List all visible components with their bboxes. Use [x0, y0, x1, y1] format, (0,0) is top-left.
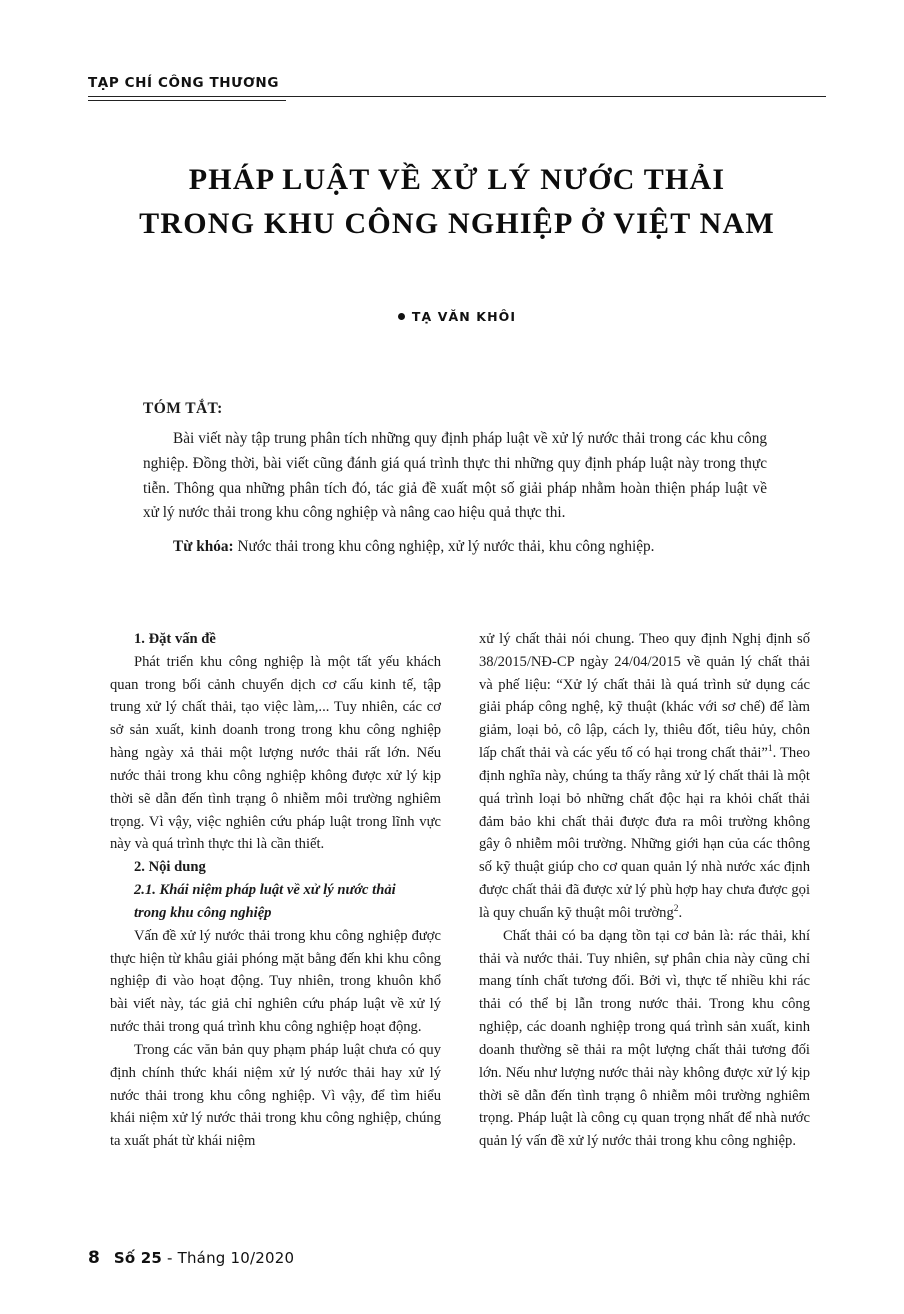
issue-number: Số 25 — [113, 1249, 163, 1267]
page-number: 8 — [88, 1248, 100, 1268]
abstract-label: TÓM TẮT: — [143, 400, 223, 417]
page-footer — [88, 1248, 826, 1268]
header-rule-accent — [88, 100, 286, 101]
author-name-wrapper — [398, 309, 516, 324]
keywords-text: Nước thải trong khu công nghiệp, xử lý nước thải, khu công nghiệp. — [237, 538, 655, 556]
paragraph: Phát triển khu công nghiệp là một tất yếu khách quan trong bối cảnh chuyển dịch cơ cấu kinh tế, tập trung xử lý chất thải, tạo việc làm,... Tuy nhiên, các cơ sở sản xuất, kinh doanh trong trong khu công nghiệp hàng ngày xả thải một lượng nước thải rất lớn. Nếu nước thải trong khu công nghiệp không được xử lý kịp thời sẽ dẫn đến tình trạng ô nhiễm môi trường nghiêm trọng. Vì vậy, việc nghiên cứu pháp luật trong lĩnh vực này và quá trình thực thi là cần thiết. — [110, 653, 441, 853]
paragraph-continued — [479, 628, 810, 925]
heading-2: 2. Nội dung — [134, 859, 206, 876]
title-line-2: TRONG KHU CÔNG NGHIỆP Ở VIỆT NAM — [139, 206, 775, 240]
column-right — [479, 628, 810, 1218]
running-head — [88, 74, 826, 98]
paragraph-text: xử lý chất thải nói chung. Theo quy định Nghị định số 38/2015/NĐ-CP ngày 24/04/2015 về quản lý chất thải và phế liệu: “Xử lý chất thải là quá trình sử dụng các giải pháp công nghệ, kỹ thuật (khác với sơ chế) để làm giảm, loại bỏ, cô lập, cách ly, thiêu đốt, tiêu hủy, chôn lấp chất thải và các yếu tố có hại trong chất thải” — [479, 631, 810, 762]
column-left — [110, 628, 441, 1218]
page-title — [88, 158, 826, 245]
paragraph-text-tail2: . — [678, 904, 683, 921]
abstract-body: Bài viết này tập trung phân tích những quy định pháp luật về xử lý nước thải trong các khu công nghiệp. Đồng thời, bài viết cũng đánh giá quá trình thực thi những quy định pháp luật này trong thực tiễn. Thông qua những phân tích đó, tác giả đề xuất một số giải pháp nhằm hoàn thiện pháp luật về xử lý nước thải trong khu công nghiệp và nâng cao hiệu quả thực thi. — [143, 430, 767, 522]
footnote-ref-1: 1 — [767, 744, 773, 755]
author-block — [88, 308, 826, 326]
issue-info — [114, 1249, 294, 1267]
keywords-line — [143, 535, 767, 560]
abstract-section — [143, 400, 767, 560]
journal-name: TẠP CHÍ CÔNG THƯƠNG — [88, 75, 279, 91]
paragraph: Chất thải có ba dạng tồn tại cơ bản là: rác thải, khí thải và nước thải. Tuy nhiên, sự phân chia này cũng chỉ mang tính chất tương đối. Bởi vì, thực tế nhiều khi rác thải có thể bị lẫn trong nước thải. Trong khu công nghiệp, các doanh nghiệp trong quá trình sản xuất, kinh doanh thường sẽ thải ra một lượng chất thải tương đối lớn. Nếu như lượng nước thải này không được xử lý kịp thời sẽ dẫn đến tình trạng ô nhiễm môi trường nghiêm trọng. Pháp luật là công cụ quan trọng nhất để nhà nước quản lý vấn đề xử lý nước thải trong khu công nghiệp. — [479, 927, 810, 1150]
keywords-label: Từ khóa: — [173, 538, 234, 556]
body-columns — [110, 628, 810, 1218]
paragraph: Trong các văn bản quy phạm pháp luật chưa có quy định chính thức khái niệm xử lý nước thải hay xử lý nước thải trong khu công nghiệp. Vì vậy, để tìm hiểu khái niệm xử lý nước thải trong khu công nghiệp, chúng ta xuất phát từ khái niệm — [110, 1041, 441, 1150]
heading-1: 1. Đặt vấn đề — [134, 631, 216, 647]
title-line-1: PHÁP LUẬT VỀ XỬ LÝ NƯỚC THẢI — [188, 163, 726, 196]
header-rule — [88, 96, 826, 97]
paragraph-text-tail: . Theo định nghĩa này, chúng ta thấy rằng xử lý chất thải là một quá trình loại bỏ những chất độc hại ra khỏi chất thải đảm bảo khi chất thải được đưa ra môi trường không gây ô nhiễm môi trường. Những giới hạn của các thông số kỹ thuật giúp cho cơ quan quản lý nhà nước xác định được chất thải đã được xử lý phù hợp hay chưa được gọi là quy chuẩn kỹ thuật môi trường — [479, 745, 810, 921]
heading-2-1: 2.1. Khái niệm pháp luật về xử lý nước thải — [134, 882, 396, 899]
footnote-ref-2: 2 — [673, 904, 679, 915]
bullet-icon — [398, 313, 405, 320]
issue-date: - Tháng 10/2020 — [167, 1249, 295, 1267]
author-name: TẠ VĂN KHÔI — [411, 309, 517, 324]
paragraph: Vấn đề xử lý nước thải trong khu công nghiệp được thực hiện từ khâu giải phóng mặt bằng đến khi khu công nghiệp đi vào hoạt động. Tuy nhiên, trong khuôn khổ bài viết này, tác giả chỉ nghiên cứu pháp luật về xử lý nước thải trong quá trình khu công nghiệp hoạt động. — [110, 927, 441, 1036]
heading-2-1-cont: trong khu công nghiệp — [134, 904, 272, 921]
